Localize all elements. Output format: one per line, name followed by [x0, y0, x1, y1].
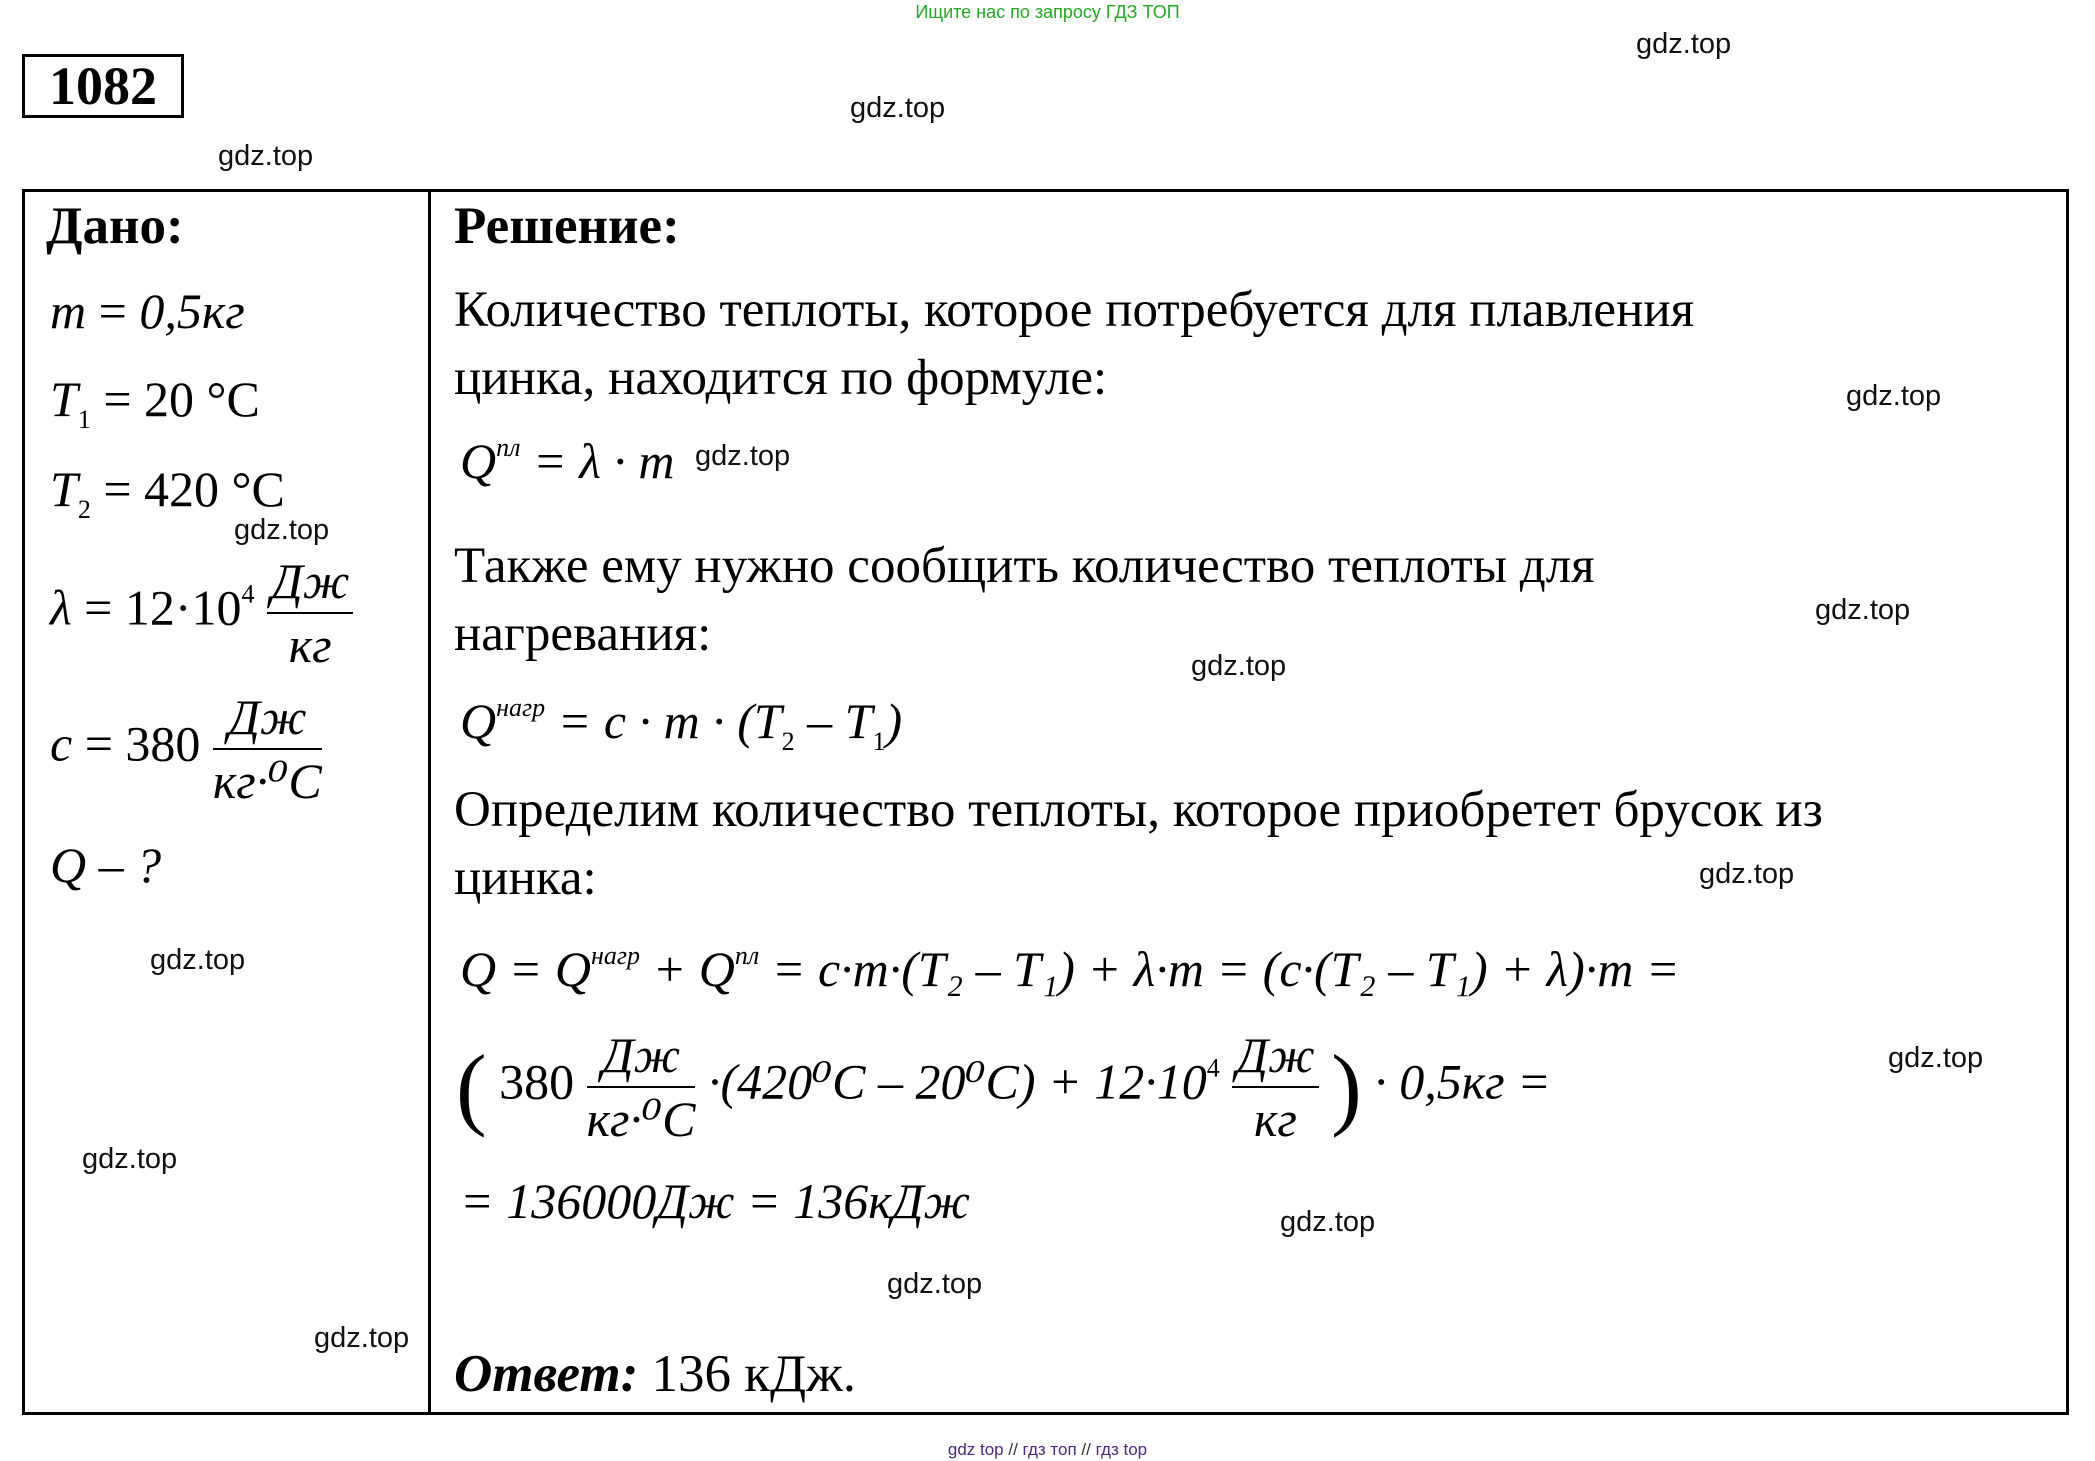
formula1-rhs: = λ · m: [532, 433, 675, 489]
given-title: Дано:: [46, 197, 184, 255]
lambda-unit-num: Дж: [267, 550, 353, 614]
formula-calculation: [456, 1024, 1551, 1150]
formula1-sup: пл: [496, 433, 521, 462]
mass-value: 0,5кг: [139, 283, 245, 339]
calc-c-unit-num: Дж: [587, 1024, 696, 1088]
solution-line-4: нагревания:: [454, 606, 712, 662]
watermark: gdz.top: [1636, 28, 1732, 60]
given-t2: $T_2 = 420$ °C: [50, 461, 285, 524]
watermark: gdz.top: [850, 92, 946, 124]
footer-separator: //: [1008, 1440, 1018, 1459]
calc-exp: 4: [1206, 1053, 1220, 1083]
watermark: gdz.top: [1280, 1206, 1376, 1238]
t2-value: 420 °C: [144, 461, 285, 517]
t1-value: 20 °C: [144, 371, 260, 427]
formula3-part3: = c·m·(T₂ – T₁) + λ·m = (c·(T₂ – T₁) + λ)·m =: [771, 941, 1680, 997]
given-c: c = 380 $\frac{Дж}{\text{кг·⁰C}}$: [50, 686, 322, 812]
footer-separator: //: [1081, 1440, 1091, 1459]
watermark: gdz.top: [887, 1268, 983, 1300]
calc-coef: 380: [499, 1053, 575, 1110]
c-unit-den: кг·⁰C: [212, 753, 322, 809]
formula-melting: $Q^{пл} = \lambda \cdot m$: [460, 433, 675, 489]
problem-number: 1082: [22, 54, 184, 118]
watermark: gdz.top: [218, 140, 314, 172]
formula2-rhs: = c · m · (T: [557, 693, 782, 749]
footer-link-2[interactable]: гдз топ: [1022, 1440, 1077, 1459]
solution-line-3: Также ему нужно сообщить количество теплоты для: [454, 538, 1595, 594]
footer-link-1[interactable]: gdz top: [947, 1440, 1004, 1459]
given-mass: m = 0,5кг: [50, 283, 245, 339]
c-value: 380: [125, 715, 201, 772]
column-divider: [428, 189, 431, 1415]
formula2-sup: нагр: [496, 693, 546, 722]
watermark: gdz.top: [1699, 858, 1795, 890]
given-unknown: Q – ?: [50, 837, 162, 893]
formula-heating: $Q^{нагр} = c \cdot m \cdot (T_2 - T_1)$: [460, 693, 903, 756]
calc-lambda-unit: [1232, 1024, 1318, 1150]
calc-tail: · 0,5кг =: [1374, 1053, 1551, 1110]
c-unit-num: Дж: [213, 686, 322, 750]
solution-line-6: цинка:: [454, 850, 597, 906]
watermark: gdz.top: [1846, 380, 1942, 412]
solution-line-5: Определим количество теплоты, которое приобретет брусок из: [454, 782, 1823, 838]
formula3-sup1: нагр: [590, 941, 641, 970]
lambda-coef: 12·10: [124, 579, 242, 636]
calc-lambda-unit-num: Дж: [1232, 1024, 1318, 1088]
formula-total: [460, 940, 1680, 998]
watermark: gdz.top: [82, 1143, 178, 1175]
answer: [454, 1344, 856, 1404]
watermark: gdz.top: [1888, 1042, 1984, 1074]
header-note: Ищите нас по запросу ГДЗ ТОП: [915, 2, 1180, 22]
watermark: gdz.top: [150, 944, 246, 976]
formula3-part2: + Q: [652, 941, 735, 997]
watermark: gdz.top: [1191, 650, 1287, 682]
solution-title: Решение:: [454, 197, 680, 255]
given-t1: $T_1 = 20$ °C: [50, 371, 260, 434]
solution-line-1: Количество теплоты, которое потребуется для плавления: [454, 282, 1695, 338]
answer-value: 136 кДж.: [651, 1345, 857, 1403]
watermark: gdz.top: [314, 1322, 410, 1354]
calc-middle: ·(420⁰C – 20⁰C) + 12·10: [707, 1053, 1207, 1110]
calc-lambda-unit-den: кг: [1253, 1091, 1297, 1147]
calc-c-unit-den: кг·⁰C: [586, 1091, 696, 1147]
formula3-part1: Q = Q: [460, 941, 591, 997]
answer-label: Ответ:: [454, 1345, 639, 1403]
c-unit: [213, 686, 322, 812]
given-lambda: $\lambda = 12\cdot 10^4$ $\frac{Дж}{кг}$: [50, 550, 353, 676]
lambda-unit: [267, 550, 353, 676]
open-paren: (: [456, 1036, 487, 1138]
lambda-exp: 4: [241, 579, 255, 609]
watermark: gdz.top: [1815, 594, 1911, 626]
formula3-sup2: пл: [734, 941, 760, 970]
close-paren: ): [1331, 1036, 1362, 1138]
footer-link-3[interactable]: гдз top: [1095, 1440, 1148, 1459]
watermark: gdz.top: [234, 514, 330, 546]
footer-links: [0, 1440, 2095, 1460]
solution-line-2: цинка, находится по формуле:: [454, 350, 1108, 406]
formula-result: = 136000Дж = 136кДж: [460, 1173, 971, 1229]
lambda-unit-den: кг: [288, 617, 332, 673]
watermark: gdz.top: [695, 440, 791, 472]
calc-c-unit: [587, 1024, 696, 1150]
